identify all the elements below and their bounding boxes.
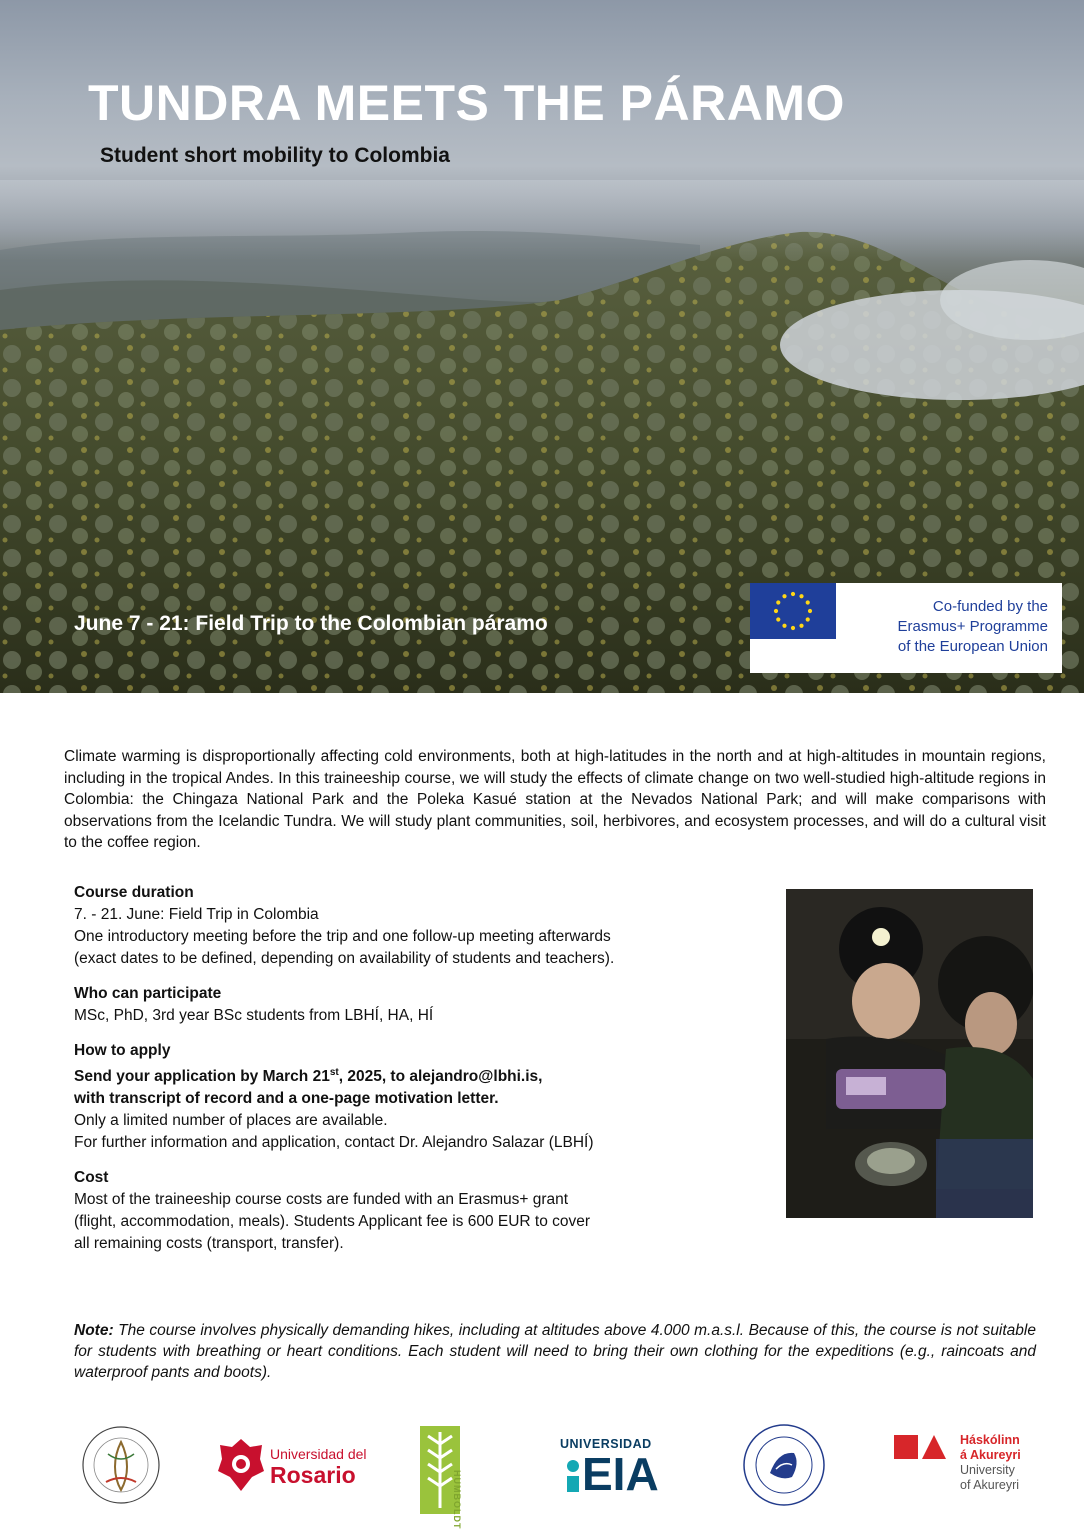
section-who-can-participate [74, 983, 754, 1027]
students-fieldwork-photo [786, 889, 1033, 1218]
erasmus-line-1: Co-funded by the [932, 598, 1048, 615]
section-line: One introductory meeting before the trip and one follow-up meeting afterwards [74, 928, 611, 945]
eu-flag-icon [750, 583, 836, 639]
eu-star [808, 609, 812, 613]
field-trip-banner: June 7 - 21: Field Trip to the Colombian páramo [74, 612, 548, 635]
section-cost [74, 1167, 754, 1255]
section-line: all remaining costs (transport, transfer). [74, 1235, 344, 1253]
hero-banner [0, 0, 1084, 693]
rosario-line-1: Universidad del [270, 1446, 367, 1462]
page-title: TUNDRA MEETS THE PÁRAMO [88, 75, 845, 131]
erasmus-line-3: of the European Union [897, 638, 1048, 655]
deadline-email: , 2025, to alejandro@lbhi.is, [338, 1068, 543, 1086]
section-line: (exact dates to be defined, depending on availability of students and teachers). [74, 950, 615, 967]
section-heading: Cost [74, 1169, 109, 1187]
section-course-duration [74, 882, 754, 970]
eu-star [799, 624, 803, 628]
eu-star [791, 592, 795, 596]
eu-star [799, 594, 803, 598]
section-line: (flight, accommodation, meals). Students Applicant fee is 600 EUR to cover [74, 1213, 591, 1231]
course-details [74, 882, 754, 1268]
rosario-crest-icon [216, 1437, 266, 1493]
application-deadline [74, 1062, 754, 1088]
akureyri-line-1: Háskólinn [960, 1433, 1020, 1447]
akureyri-line-3: University [960, 1463, 1015, 1477]
eu-star [806, 617, 810, 621]
note-text: The course involves physically demanding hikes, including at altitudes above 4.000 m.a.s.l. Because of this, the course is not suitable for students with breathing or heart conditions. Each student will need to bring their own clothing for the expeditions (e.g., raincoats and waterproof pants and boots). [74, 1322, 1036, 1381]
eia-mark-icon [563, 1458, 583, 1494]
erasmus-cofunding-badge [750, 583, 1062, 673]
application-requirements: with transcript of record and a one-page motivation letter. [74, 1090, 499, 1108]
section-line: MSc, PhD, 3rd year BSc students from LBHÍ, HA, HÍ [74, 1007, 434, 1024]
section-line: Only a limited number of places are available. [74, 1112, 388, 1130]
section-line: Most of the traineeship course costs are funded with an Erasmus+ grant [74, 1191, 569, 1209]
eu-star [782, 594, 786, 598]
section-line: For further information and application, contact Dr. Alejandro Salazar (LBHÍ) [74, 1134, 594, 1152]
page-subtitle: Student short mobility to Colombia [100, 144, 450, 167]
deadline-suffix: st [329, 1067, 339, 1078]
eu-star [791, 626, 795, 630]
rosario-logo [270, 1446, 367, 1488]
eu-star [776, 617, 780, 621]
akureyri-logo [960, 1433, 1021, 1493]
eia-line-1: UNIVERSIDAD [560, 1437, 652, 1451]
eia-line-2: EIA [582, 1448, 659, 1500]
erasmus-text [864, 597, 1048, 657]
akureyri-line-4: of Akureyri [960, 1478, 1020, 1492]
akureyri-line-2: á Akureyri [960, 1448, 1021, 1462]
section-line: 7. - 21. June: Field Trip in Colombia [74, 906, 319, 923]
eu-star [774, 609, 778, 613]
section-how-to-apply [74, 1040, 754, 1154]
section-heading: Who can participate [74, 985, 222, 1002]
erasmus-line-2: Erasmus+ Programme [897, 618, 1048, 635]
humboldt-logo-text: HUMBOLDT [452, 1470, 462, 1530]
eu-star [782, 624, 786, 628]
section-heading: Course duration [74, 884, 194, 901]
intro-paragraph: Climate warming is disproportionally affecting cold environments, both at high-latitudes in the north and at high-altitudes in mountain regions, including in the tropical Andes. In this traineeship course, we will study the effects of climate change on two well-studied high-altitude regions in Colombia: the Chingaza National Park and the Poleka Kasué station at the Nevados National Park; and will make comparisons with observations from the Icelandic Tundra. We will study plant communities, soil, herbivores, and ecosystem processes, and will do a cultural visit to the coffee region. [64, 748, 1046, 851]
deadline-text: Send your application by March 21 [74, 1068, 330, 1086]
akureyri-mark-icon [894, 1435, 950, 1461]
note-label: Note: [74, 1322, 114, 1339]
section-heading: How to apply [74, 1042, 171, 1059]
safety-note [74, 1320, 1036, 1383]
landbunadarhaskoli-logo [80, 1424, 162, 1506]
university-of-iceland-seal [742, 1423, 826, 1507]
eu-star [806, 600, 810, 604]
rosario-line-2: Rosario [270, 1462, 356, 1488]
eu-star [776, 600, 780, 604]
